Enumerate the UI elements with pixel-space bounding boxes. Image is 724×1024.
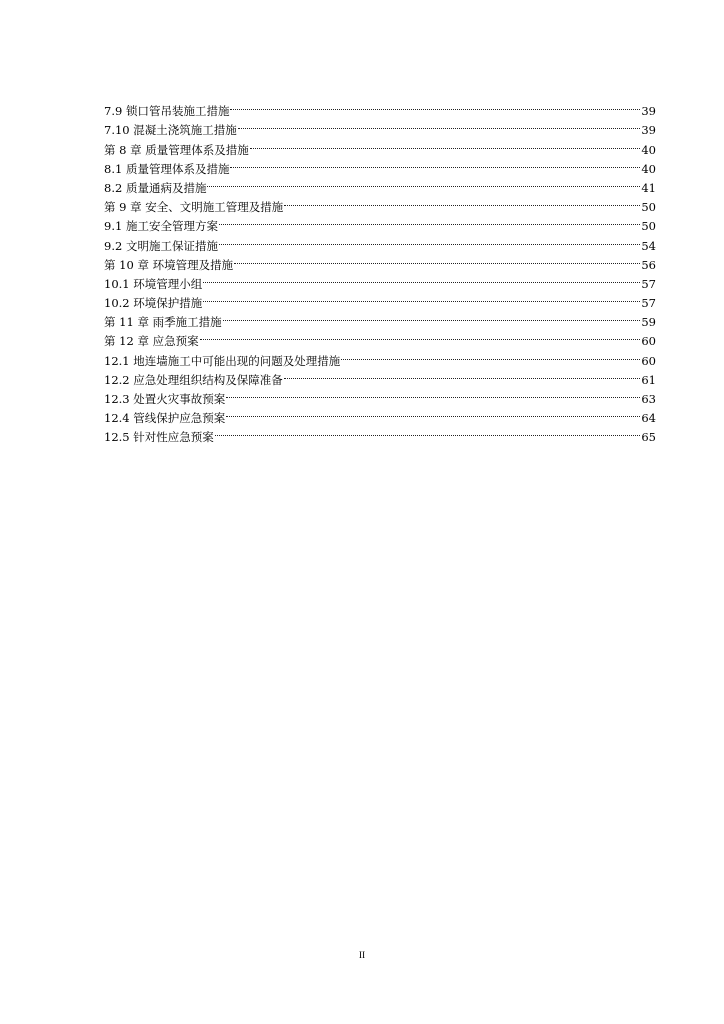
toc-entry-page: 60: [641, 353, 656, 368]
toc-dot-leader: [219, 211, 640, 230]
toc-dot-leader: [203, 269, 640, 288]
toc-entry-page: 40: [641, 161, 656, 176]
toc-entry-page: 41: [641, 180, 656, 195]
toc-dot-leader: [203, 288, 640, 307]
toc-entry-title: 12.1 地连墙施工中可能出现的问题及处理措施: [104, 353, 341, 368]
toc-entry[interactable]: [104, 96, 656, 119]
toc-dot-leader: [238, 115, 641, 134]
toc-entry-title: 7.9 锁口管吊装施工措施: [104, 104, 230, 119]
toc-entry-page: 64: [641, 411, 656, 426]
toc-entry-title: 12.5 针对性应急预案: [104, 430, 214, 445]
toc-entry-title: 9.2 文明施工保证措施: [104, 238, 218, 253]
toc-entry-title: 9.1 施工安全管理方案: [104, 219, 218, 234]
toc-entry-page: 40: [641, 142, 656, 157]
toc-entry-title: 第 9 章 安全、文明施工管理及措施: [104, 200, 284, 215]
table-of-contents: [104, 96, 656, 445]
toc-entry-page: 50: [641, 219, 656, 234]
toc-entry-page: 50: [641, 200, 656, 215]
toc-entry-title: 10.1 环境管理小组: [104, 276, 203, 291]
toc-entry-page: 39: [641, 104, 656, 119]
toc-dot-leader: [230, 96, 640, 115]
toc-entry-title: 10.2 环境保护措施: [104, 296, 203, 311]
toc-entry-page: 56: [641, 257, 656, 272]
toc-entry-page: 59: [641, 315, 656, 330]
toc-entry-page: 54: [641, 238, 656, 253]
toc-entry-title: 12.2 应急处理组织结构及保障准备: [104, 372, 283, 387]
toc-entry-title: 12.3 处置火灾事故预案: [104, 392, 226, 406]
toc-dot-leader: [250, 134, 641, 153]
toc-entry-title: 8.2 质量通病及措施: [104, 180, 207, 195]
toc-entry-page: 65: [641, 430, 656, 445]
toc-entry-title: 第 12 章 应急预案: [104, 334, 199, 349]
toc-entry-page: 57: [641, 276, 656, 291]
toc-entry-title: 第 11 章 雨季施工措施: [104, 315, 222, 330]
toc-entry-page: 39: [641, 123, 656, 138]
toc-dot-leader: [226, 384, 640, 403]
toc-dot-leader: [223, 307, 641, 326]
toc-entry-page: 61: [641, 372, 656, 387]
toc-dot-leader: [207, 173, 640, 192]
toc-dot-leader: [219, 230, 640, 249]
toc-dot-leader: [284, 365, 641, 384]
toc-entry-title: 7.10 混凝土浇筑施工措施: [104, 123, 237, 138]
toc-dot-leader: [226, 403, 640, 422]
toc-dot-leader: [215, 422, 641, 441]
toc-entry-page: 63: [641, 392, 656, 406]
toc-entry-title: 8.1 质量管理体系及措施: [104, 161, 230, 176]
toc-entry-title: 第 8 章 质量管理体系及措施: [104, 142, 249, 157]
toc-entry-title: 12.4 管线保护应急预案: [104, 411, 226, 426]
toc-dot-leader: [200, 326, 641, 345]
toc-entry-title: 第 10 章 环境管理及措施: [104, 257, 234, 272]
page-number: II: [358, 951, 366, 961]
toc-dot-leader: [284, 192, 640, 211]
toc-dot-leader: [234, 250, 640, 269]
toc-entry-page: 60: [641, 334, 656, 349]
toc-dot-leader: [230, 154, 640, 173]
toc-dot-leader: [341, 345, 640, 364]
toc-entry-page: 57: [641, 296, 656, 311]
